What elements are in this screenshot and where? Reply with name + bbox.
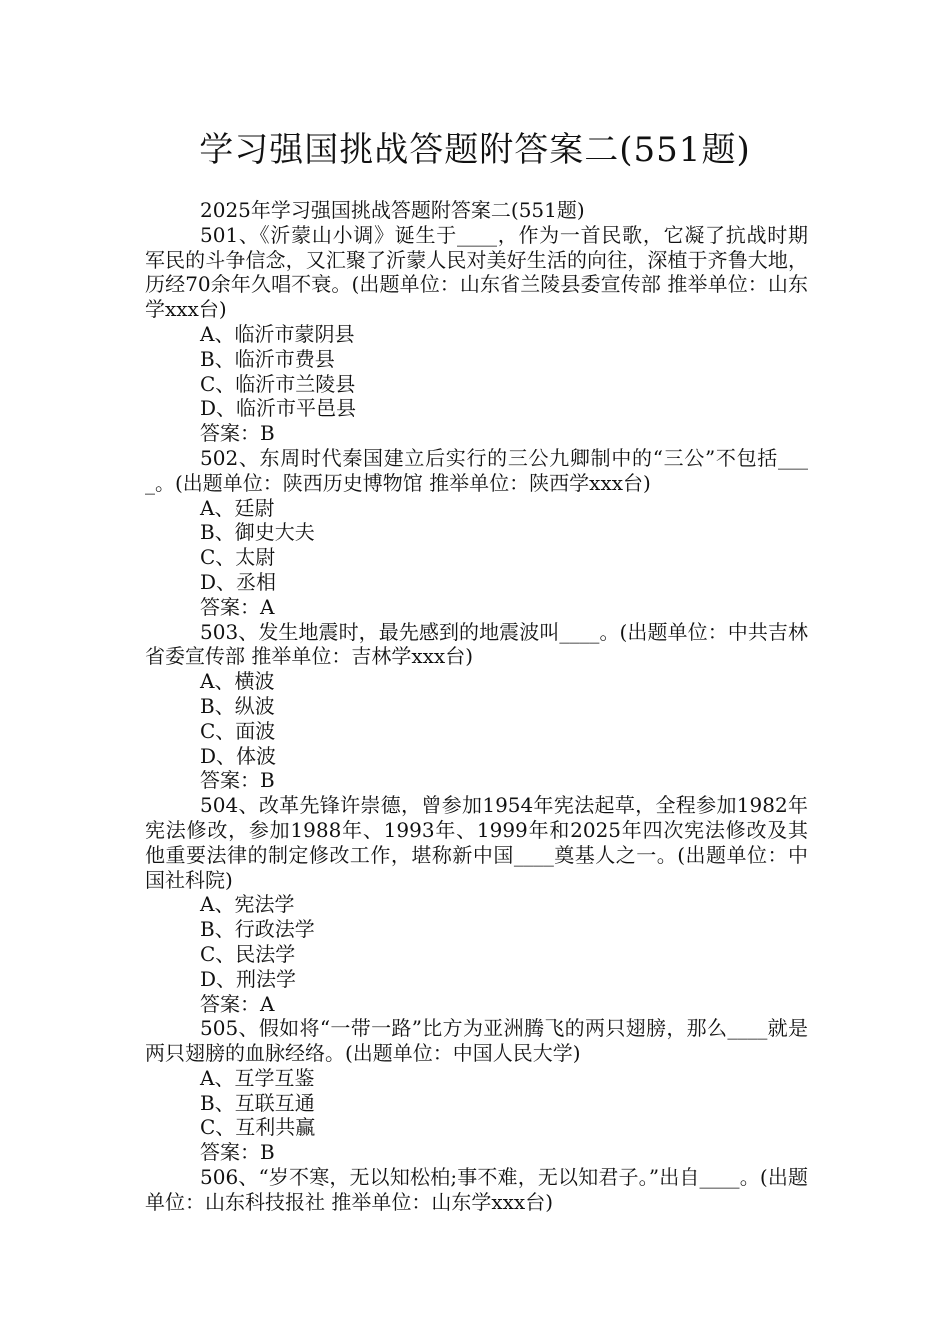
question-text: 505、假如将“一带一路”比方为亚洲腾飞的两只翅膀，那么____就是两只翅膀的血脉经络。(出题单位：中国人民大学) (145, 1016, 808, 1066)
question-506 (145, 1165, 808, 1215)
question-505 (145, 1016, 808, 1165)
option-c: C、太尉 (200, 545, 276, 570)
option-b: B、行政法学 (200, 917, 315, 942)
option-d: D、丞相 (200, 569, 277, 594)
option-b: B、临沂市费县 (200, 346, 335, 371)
question-text: 503、发生地震时，最先感到的地震波叫____。(出题单位：中共吉林省委宣传部 推举单位：吉林学xxx台) (145, 619, 808, 669)
answer-line: 答案：B (200, 1140, 275, 1165)
answer-line: 答案：B (200, 768, 275, 793)
option-c: C、民法学 (200, 941, 296, 966)
document-body (145, 198, 808, 1215)
question-503 (145, 620, 808, 794)
question-504 (145, 793, 808, 1016)
option-c: C、临沂市兰陵县 (200, 371, 356, 396)
answer-line: 答案：B (200, 421, 275, 446)
option-b: B、纵波 (200, 693, 275, 718)
option-c: C、面波 (200, 718, 276, 743)
option-a: A、临沂市蒙阴县 (200, 321, 355, 346)
intro-line: 2025年学习强国挑战答题附答案二(551题) (200, 198, 585, 222)
document-title: 学习强国挑战答题附答案二(551题) (199, 130, 751, 170)
option-a: A、横波 (200, 669, 275, 694)
question-502 (145, 446, 808, 620)
option-d: D、临沂市平邑县 (200, 396, 357, 421)
option-d: D、体波 (200, 743, 277, 768)
question-501 (145, 223, 808, 446)
question-text: 504、改革先锋许崇德，曾参加1954年宪法起草，全程参加1982年宪法修改，参加1988年、1993年、1999年和2025年四次宪法修改及其他重要法律的制定修改工作，堪称新中国____奠基人之一。(出题单位：中国社科院) (145, 793, 808, 892)
question-text: 502、东周时代秦国建立后实行的三公九卿制中的“三公”不包括____。(出题单位：陕西历史博物馆 推举单位：陕西学xxx台) (145, 445, 808, 495)
question-text: 501、《沂蒙山小调》诞生于____，作为一首民歌，它凝了抗战时期军民的斗争信念，又汇聚了沂蒙人民对美好生活的向往，深植于齐鲁大地，历经70余年久唱不衰。(出题单位：山东省兰陵县委宣传部 推举单位：山东学xxx台) (145, 222, 808, 322)
question-text: 506、“岁不寒，无以知松柏;事不难，无以知君子。”出自____。(出题单位：山东科技报社 推举单位：山东学xxx台) (145, 1165, 808, 1214)
answer-line: 答案：A (200, 991, 275, 1016)
answer-line: 答案：A (200, 594, 275, 619)
option-a: A、廷尉 (200, 495, 275, 520)
option-d: D、刑法学 (200, 966, 297, 991)
option-b: B、互联互通 (200, 1090, 315, 1115)
option-b: B、御史大夫 (200, 520, 315, 545)
option-a: A、宪法学 (200, 892, 295, 917)
option-c: C、互利共赢 (200, 1115, 316, 1140)
option-a: A、互学互鉴 (200, 1065, 315, 1090)
